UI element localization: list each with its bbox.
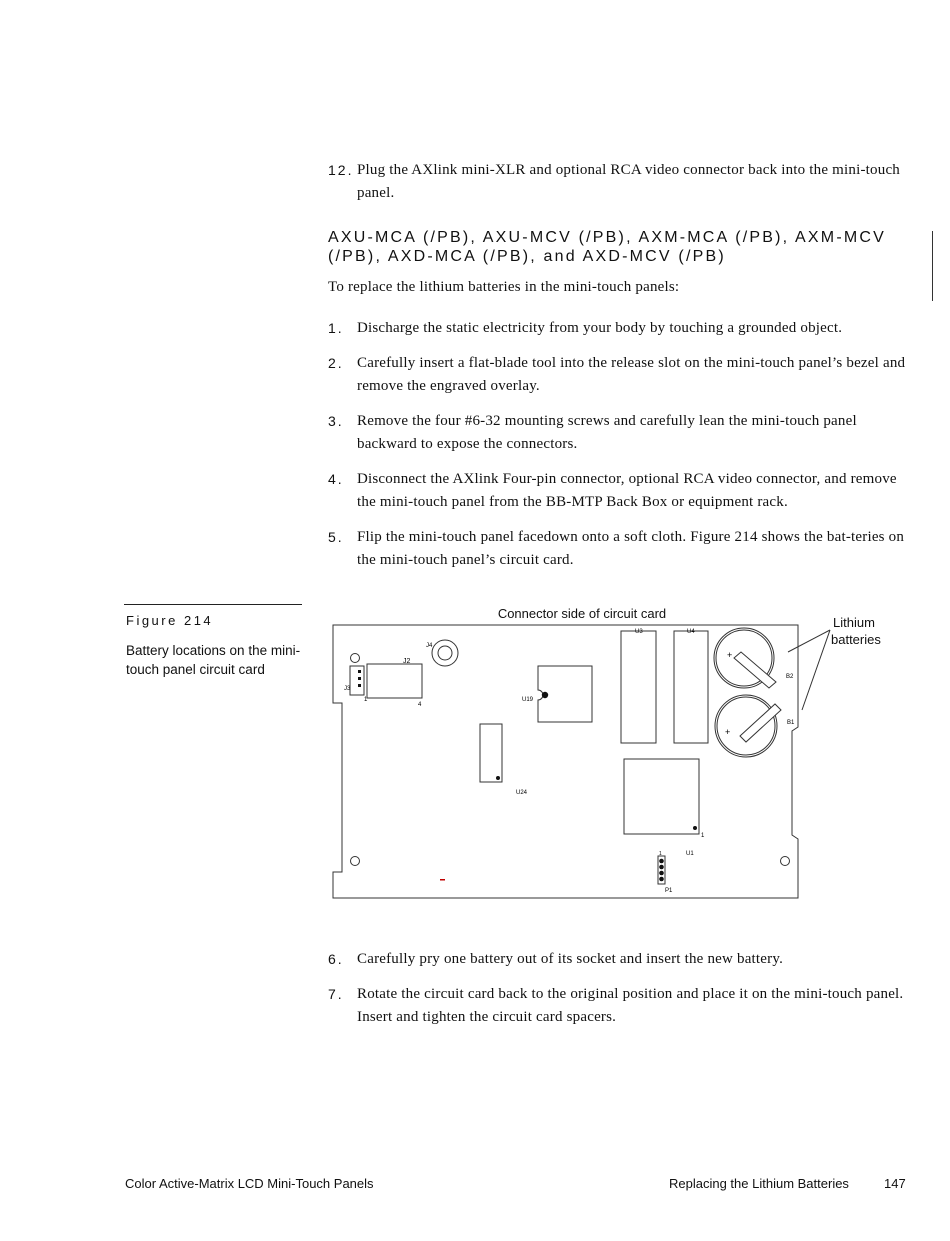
- step-4: [328, 468, 910, 514]
- intro-text: To replace the lithium batteries in the mini-touch panels:: [328, 279, 680, 295]
- u4-chip: [674, 631, 708, 743]
- p1-pin-label: 1: [659, 851, 662, 857]
- step-number: 4.: [328, 471, 344, 487]
- step-text: Carefully insert a flat-blade tool into the release slot on the mini-touch panel’s bezel and remove the engraved overlay.: [357, 355, 906, 394]
- step-2: [328, 352, 910, 398]
- mounting-hole: [351, 857, 360, 866]
- red-mark: [440, 879, 445, 881]
- step-6: [328, 948, 910, 971]
- b2-label: B2: [786, 674, 794, 680]
- step-text: Discharge the static electricity from your body by touching a grounded object.: [357, 320, 843, 336]
- u24-chip: [480, 724, 502, 782]
- step-number: 3.: [328, 413, 344, 429]
- u24-label: U24: [516, 790, 528, 796]
- step-12: [328, 159, 910, 205]
- u3-chip: [621, 631, 656, 743]
- change-bar: [932, 231, 933, 301]
- step-text: Rotate the circuit card back to the original position and place it on the mini-touch panel. Insert and tighten the circuit card spacers.: [357, 986, 904, 1025]
- figure-rule: [124, 604, 302, 605]
- p1-header: [658, 856, 665, 884]
- battery-b2: [714, 628, 776, 688]
- j3-connector: [350, 666, 364, 695]
- u4-label: U4: [687, 629, 695, 635]
- u24-pin1-dot: [496, 776, 500, 780]
- step-number: 2.: [328, 355, 344, 371]
- j3-label: J3: [344, 686, 351, 692]
- step-number: 5.: [328, 529, 344, 545]
- footer-section-title: Replacing the Lithium Batteries: [669, 1176, 849, 1191]
- step-text: Flip the mini-touch panel facedown onto a soft cloth. Figure 214 shows the bat-teries on the mini-touch panel’s circuit card.: [357, 529, 905, 568]
- callout-batteries: batteries: [831, 632, 881, 647]
- step-number: 12.: [328, 162, 354, 178]
- j2-connector: [367, 664, 422, 698]
- footer-document-title: Color Active-Matrix LCD Mini-Touch Panels: [125, 1176, 374, 1191]
- step-text: Plug the AXlink mini-XLR and optional RCA video connector back into the mini-touch panel.: [357, 162, 900, 201]
- u3-label: U3: [635, 629, 643, 635]
- u1-label: U1: [686, 851, 694, 857]
- mounting-hole: [351, 654, 360, 663]
- u1-chip: [624, 759, 699, 834]
- step-text: Carefully pry one battery out of its socket and insert the new battery.: [357, 951, 784, 967]
- figure-caption: Battery locations on the mini-touch panel circuit card: [126, 643, 301, 677]
- step-1: [328, 317, 910, 340]
- step-7: [328, 983, 910, 1029]
- j4-label: J4: [426, 643, 433, 649]
- step-3: [328, 410, 910, 456]
- svg-text:+: +: [727, 650, 733, 660]
- svg-text:+: +: [725, 727, 731, 737]
- pin1-label: 1: [364, 697, 368, 703]
- circuit-card-diagram: [320, 600, 900, 905]
- p1-label: P1: [665, 888, 673, 894]
- step-number: 7.: [328, 986, 344, 1002]
- callout-lithium: Lithium: [833, 615, 875, 630]
- step-number: 1.: [328, 320, 344, 336]
- step-5: [328, 526, 910, 572]
- section-heading: AXU-MCA (/PB), AXU-MCV (/PB), AXM-MCA (/PB), AXM-MCV (/PB), AXD-MCA (/PB), and AXD-MCV (/PB): [328, 229, 887, 265]
- step-text: Disconnect the AXlink Four-pin connector, optional RCA video connector, and remove the mini-touch panel from the BB-MTP Back Box or equipment rack.: [357, 471, 897, 510]
- j3-pins: [358, 670, 361, 687]
- page-number: 147: [884, 1176, 906, 1191]
- diagram-title: Connector side of circuit card: [497, 606, 667, 621]
- u19-pin1-dot: [542, 692, 548, 698]
- mounting-hole: [781, 857, 790, 866]
- b1-label: B1: [787, 720, 795, 726]
- u1-pin-label: 1: [701, 833, 705, 839]
- step-number: 6.: [328, 951, 344, 967]
- j4-connector: [432, 640, 458, 666]
- pin4-label: 4: [418, 702, 422, 708]
- battery-b1: [715, 695, 781, 757]
- u1-pin1-dot: [693, 826, 697, 830]
- j2-label: J2: [403, 658, 411, 665]
- u19-label: U19: [522, 697, 534, 703]
- step-text: Remove the four #6-32 mounting screws and carefully lean the mini-touch panel backward to expose the connectors.: [357, 413, 857, 452]
- figure-label: Figure 214: [126, 613, 214, 628]
